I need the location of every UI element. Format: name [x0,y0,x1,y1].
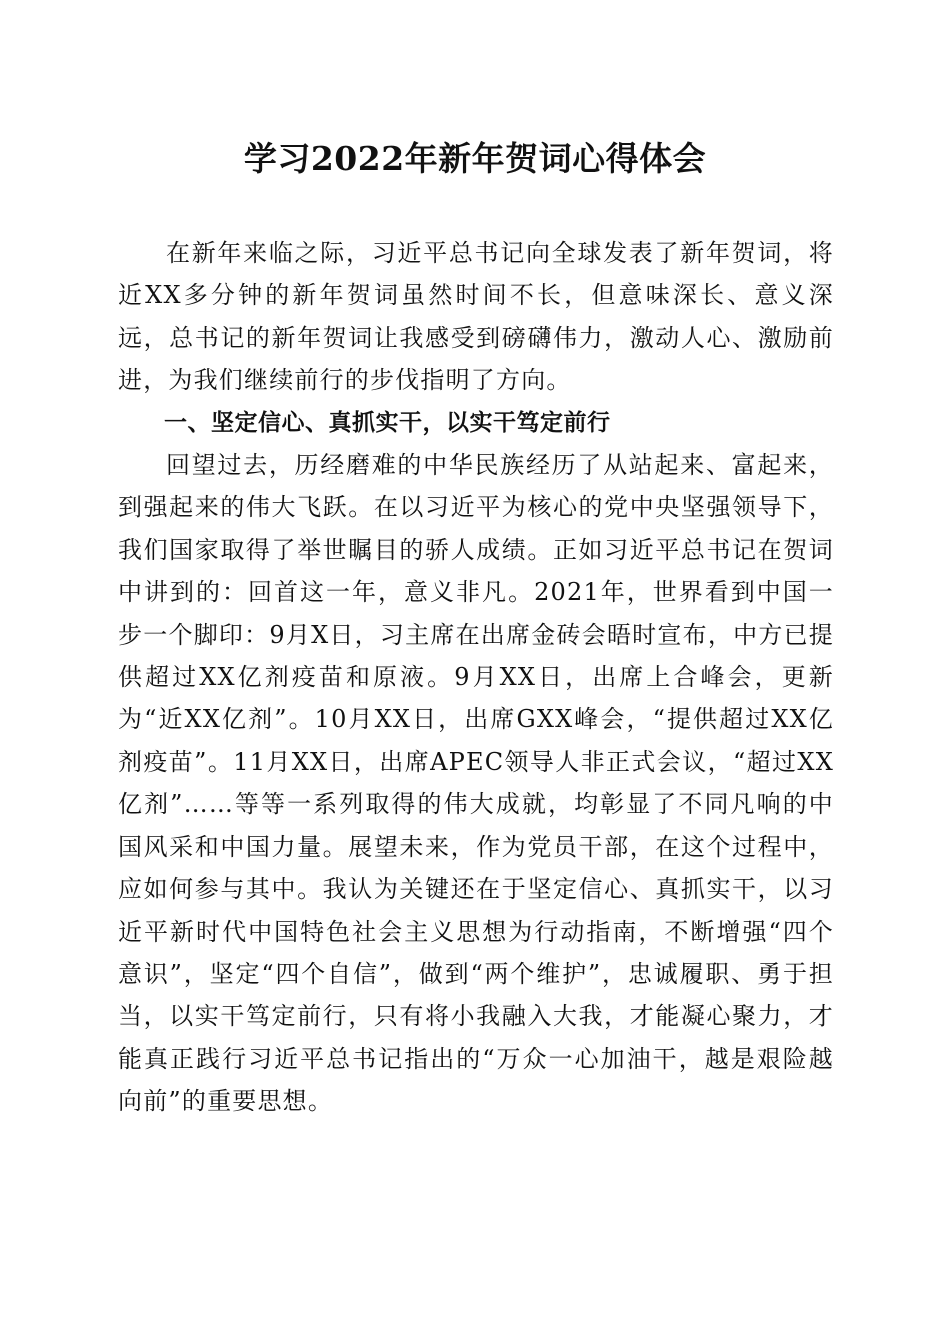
section-heading: 一、坚定信心、真抓实干，以实干笃定前行 [164,409,611,436]
document-body [118,232,834,1123]
document-title: 学习2022年新年贺词心得体会 [243,139,707,178]
intro-paragraph: 在新年来临之际，习近平总书记向全球发表了新年贺词，将近XX多分钟的新年贺词虽然时间不长，但意味深长、意义深远，总书记的新年贺词让我感受到磅礴伟力，激动人心、激励前进，为我们继续前行的步伐指明了方向。 [118,239,834,395]
section-paragraph: 回望过去，历经磨难的中华民族经历了从站起来、富起来，到强起来的伟大飞跃。在以习近平为核心的党中央坚强领导下，我们国家取得了举世瞩目的骄人成绩。正如习近平总书记在贺词中讲到的：回首这一年，意义非凡。2021年，世界看到中国一步一个脚印：9月X日，习主席在出席金砖会晤时宣布，中方已提供超过XX亿剂疫苗和原液。9月XX日，出席上合峰会，更新为“近XX亿剂”。10月XX日，出席GXX峰会，“提供超过XX亿剂疫苗”。11月XX日，出席APEC领导人非正式会议，“超过XX亿剂”……等等一系列取得的伟大成就，均彰显了不同凡响的中国风采和中国力量。展望未来，作为党员干部，在这个过程中，应如何参与其中。我认为关键还在于坚定信心、真抓实干，以习近平新时代中国特色社会主义思想为行动指南，不断增强“四个意识”，坚定“四个自信”，做到“两个维护”，忠诚履职、勇于担当，以实干笃定前行，只有将小我融入大我，才能凝心聚力，才能真正践行习近平总书记指出的“万众一心加油干，越是艰险越向前”的重要思想。 [118,451,834,1116]
